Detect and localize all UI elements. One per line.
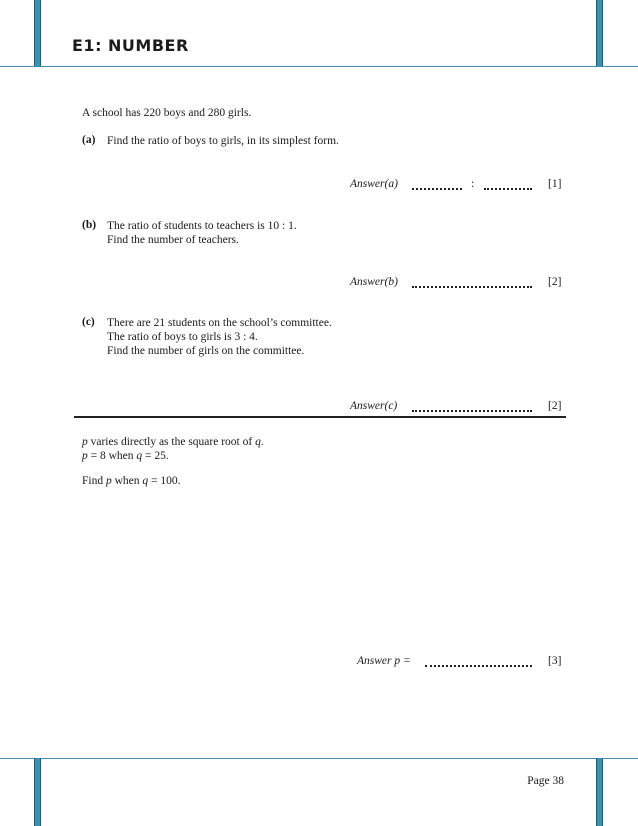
q2-answer-label: Answer p = [357, 655, 411, 667]
page-number: Page 38 [527, 775, 564, 787]
q1c-line2: The ratio of boys to girls is 3 : 4. [107, 331, 258, 343]
q1a-answer-blank-1[interactable] [412, 188, 462, 190]
q2-marks: [3] [548, 655, 562, 667]
q1-intro: A school has 220 boys and 280 girls. [82, 107, 252, 119]
top-right-bar [596, 0, 603, 66]
q1c-line3: Find the number of girls on the committee. [107, 345, 305, 357]
q1a-marks: [1] [548, 178, 562, 190]
q1a-answer-blank-2[interactable] [484, 188, 532, 190]
q1b-label: (b) [82, 219, 97, 231]
q1c-answer-blank[interactable] [412, 410, 532, 412]
top-left-bar [34, 0, 41, 66]
q2-line1: p varies directly as the square root of q. [82, 436, 264, 448]
footer-rule [0, 758, 638, 759]
q1b-marks: [2] [548, 276, 562, 288]
q2-answer-blank[interactable] [425, 665, 532, 667]
q1b-answer-blank[interactable] [412, 286, 532, 288]
q1b-line2: Find the number of teachers. [107, 234, 239, 246]
q1c-label: (c) [82, 316, 95, 328]
q1b-answer-label: Answer(b) [350, 276, 398, 288]
bottom-left-bar [34, 758, 41, 826]
page-header-title: E1: NUMBER [72, 36, 189, 55]
q1c-answer-label: Answer(c) [350, 400, 398, 412]
q1a-label: (a) [82, 134, 96, 146]
header-rule [0, 66, 638, 67]
q2-line2: p = 8 when q = 25. [82, 450, 169, 462]
q1b-line1: The ratio of students to teachers is 10 : 1. [107, 220, 297, 232]
question-separator [74, 416, 566, 418]
q1a-text: Find the ratio of boys to girls, in its simplest form. [107, 135, 339, 147]
q2-line3: Find p when q = 100. [82, 475, 181, 487]
q1a-colon: : [471, 178, 475, 190]
q1c-marks: [2] [548, 400, 562, 412]
bottom-right-bar [596, 758, 603, 826]
q1c-line1: There are 21 students on the school’s committee. [107, 317, 332, 329]
q1a-answer-label: Answer(a) [350, 178, 398, 190]
